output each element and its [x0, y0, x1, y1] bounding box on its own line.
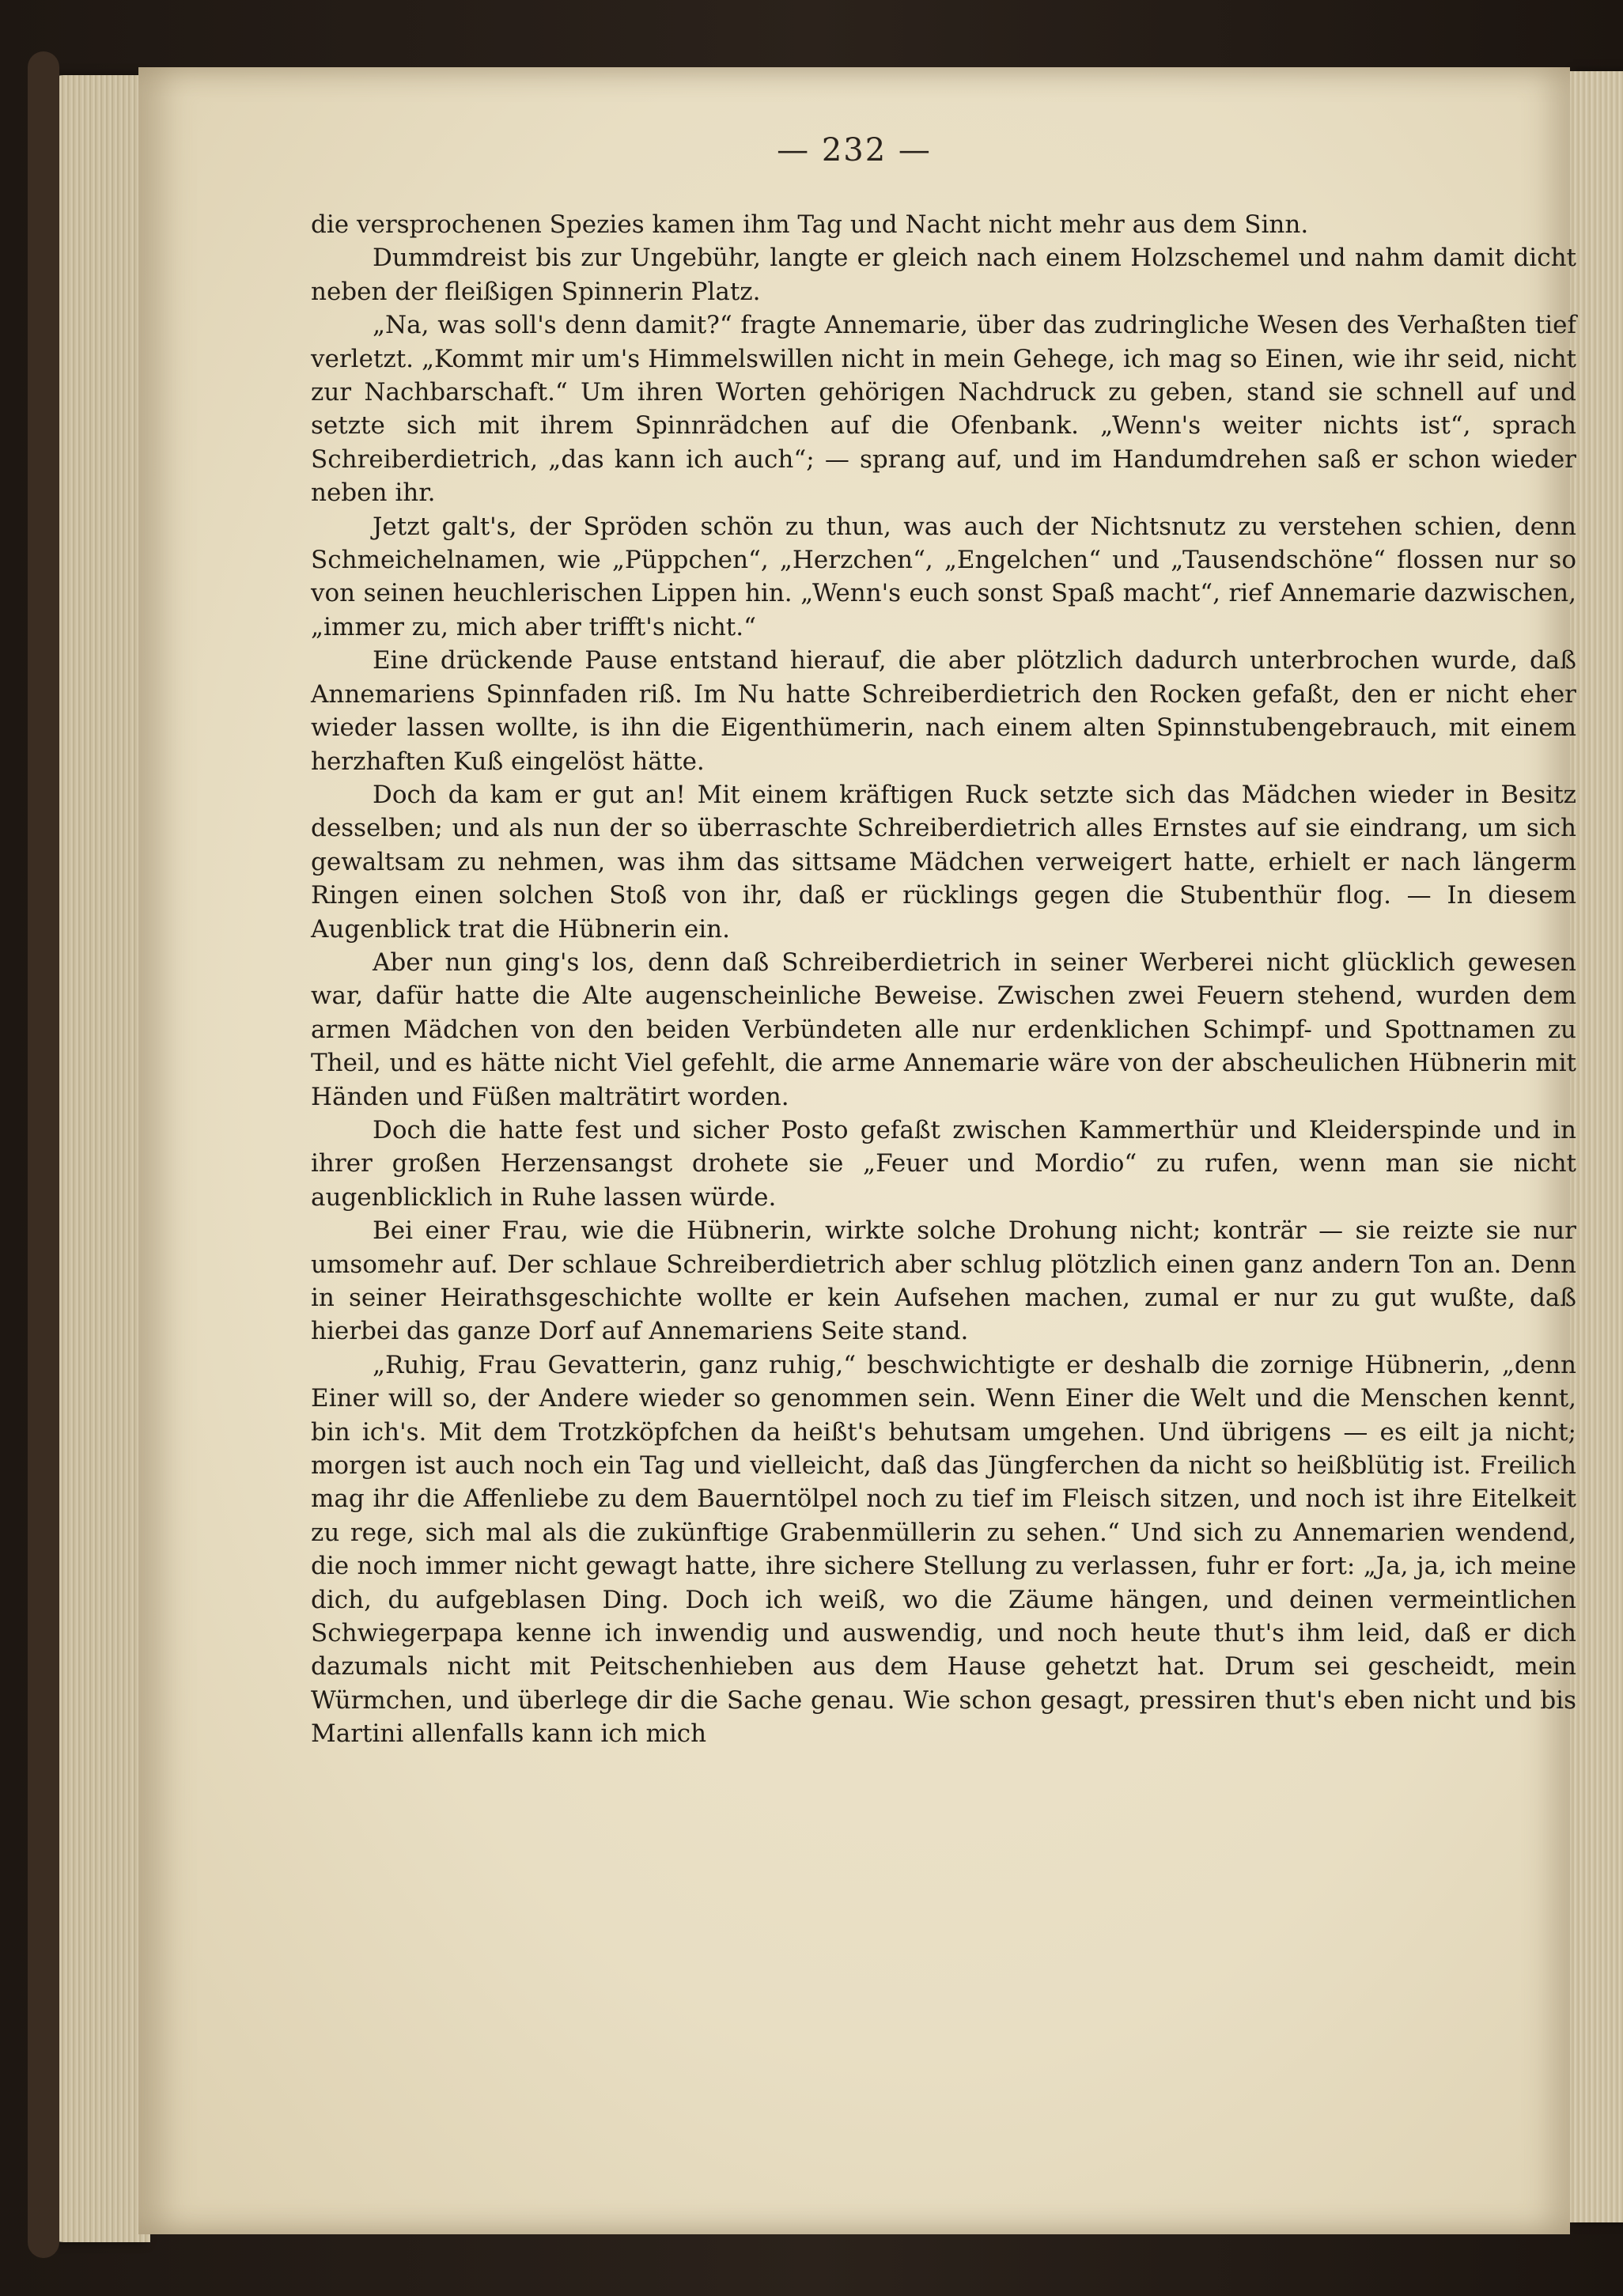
paragraph: Bei einer Frau, wie die Hübnerin, wirkte solche Drohung nicht; konträr — sie reizte sie nur umsomehr auf. Der schlaue Schreiberdietrich aber schlug plötzlich einen ganz andern Ton an. Denn in seiner Heirathsgeschichte wollte er kein Aufsehen machen, zumal er nur zu gut wußte, daß hierbei das ganze Dorf auf Annemariens Seite stand.: [311, 1216, 1576, 1346]
book-page-edges-left: [47, 75, 150, 2242]
paragraph: Jetzt galt's, der Spröden schön zu thun, was auch der Nichtsnutz zu verstehen schien, denn Schmeichelnamen, wie „Püppchen“, „Herzchen“, „Engelchen“ und „Tausendschöne“ flossen nur so von seinen heuchlerischen Lippen hin. „Wenn's euch sonst Spaß macht“, rief Annemarie dazwischen, „immer zu, mich aber trifft's nicht.“: [311, 512, 1576, 641]
paragraph: „Na, was soll's denn damit?“ fragte Annemarie, über das zudringliche Wesen des Verhaßten tief verletzt. „Kommt mir um's Himmelswillen nicht in mein Gehege, ich mag so Einen, wie ihr seid, nicht zur Nachbarschaft.“ Um ihren Worten gehörigen Nachdruck zu geben, stand sie schnell auf und setzte sich mit ihrem Spinnrädchen auf die Ofenbank. „Wenn's weiter nichts ist“, sprach Schreiberdietrich, „das kann ich auch“; — sprang auf, und im Handumdrehen saß er schon wieder neben ihr.: [311, 311, 1576, 508]
paragraph: Doch da kam er gut an! Mit einem kräftigen Ruck setzte sich das Mädchen wieder in Besitz desselben; und als nun der so überraschte Schreiberdietrich alles Ernstes auf sie eindrang, um sich gewaltsam zu nehmen, was ihm das sittsame Mädchen verweigert hatte, erhielt er nach längerm Ringen einen solchen Stoß von ihr, daß er rücklings gegen die Stubenthür flog. — In diesem Augenblick trat die Hübnerin ein.: [311, 780, 1576, 944]
paragraph: „Ruhig, Frau Gevatterin, ganz ruhig,“ beschwichtigte er deshalb die zornige Hübnerin, „denn Einer will so, der Andere wieder so genommen sein. Wenn Einer die Welt und die Menschen kennt, bin ich's. Mit dem Trotzköpfchen da heißt's behutsam umgehen. Und übrigens — es eilt ja nicht; morgen ist auch noch ein Tag und vielleicht, daß das Jüngferchen da nicht so heißblütig ist. Freilich mag ihr die Affenliebe zu dem Bauerntölpel noch zu tief im Fleisch sitzen, und noch ist ihre Eitelkeit zu rege, sich mal als die zukünftige Grabenmüllerin zu sehen.“ Und sich zu Annemarien wendend, die noch immer nicht gewagt hatte, ihre sichere Stellung zu verlassen, fuhr er fort: „Ja, ja, ich meine dich, du aufgeblasen Ding. Doch ich weiß, wo die Zäume hängen, und deinen vermeintlichen Schwiegerpapa kenne ich inwendig und auswendig, und noch heute thut's ihm leid, daß er dich dazumals nicht mit Peitschenhieben aus dem Hause gehetzt hat. Drum sei gescheidt, mein Würmchen, und überlege dir die Sache genau. Wie schon gesagt, pressiren thut's eben nicht und bis Martini allenfalls kann ich mich: [311, 1350, 1576, 1749]
book-page: [138, 67, 1576, 2234]
page-number: — 232 —: [777, 132, 932, 168]
book-page-edges-right: [1570, 71, 1623, 2222]
paragraph: Dummdreist bis zur Ungebühr, langte er gleich nach einem Holzschemel und nahm damit dicht neben der fleißigen Spinnerin Platz.: [311, 244, 1576, 306]
paragraph: Eine drückende Pause entstand hierauf, die aber plötzlich dadurch unterbrochen wurde, daß Annemariens Spinnfaden riß. Im Nu hatte Schreiberdietrich den Rocken gefaßt, den er nicht eher wieder lassen wollte, is ihn die Eigenthümerin, nach einem alten Spinnstubengebrauch, mit einem herzhaften Kuß eingelöst hätte.: [311, 646, 1576, 776]
paragraph: die versprochenen Spezies kamen ihm Tag und Nacht nicht mehr aus dem Sinn.: [311, 210, 1309, 239]
paragraph: Aber nun ging's los, denn daß Schreiberdietrich in seiner Werberei nicht glücklich gewesen war, dafür hatte die Alte augenscheinliche Beweise. Zwischen zwei Feuern stehend, wurden dem armen Mädchen von den beiden Verbündeten alle nur erdenklichen Schimpf- und Spottnamen zu Theil, und es hätte nicht Viel gefehlt, die arme Annemarie wäre von der abscheulichen Hübnerin mit Händen und Füßen malträtirt worden.: [311, 948, 1576, 1111]
paragraph: Doch die hatte fest und sicher Posto gefaßt zwischen Kammerthür und Kleiderspinde und in ihrer großen Herzensangst drohete sie „Feuer und Mordio“ zu rufen, wenn man sie nicht augenblicklich in Ruhe lassen würde.: [311, 1115, 1576, 1212]
page-text-body: [311, 208, 1576, 1751]
